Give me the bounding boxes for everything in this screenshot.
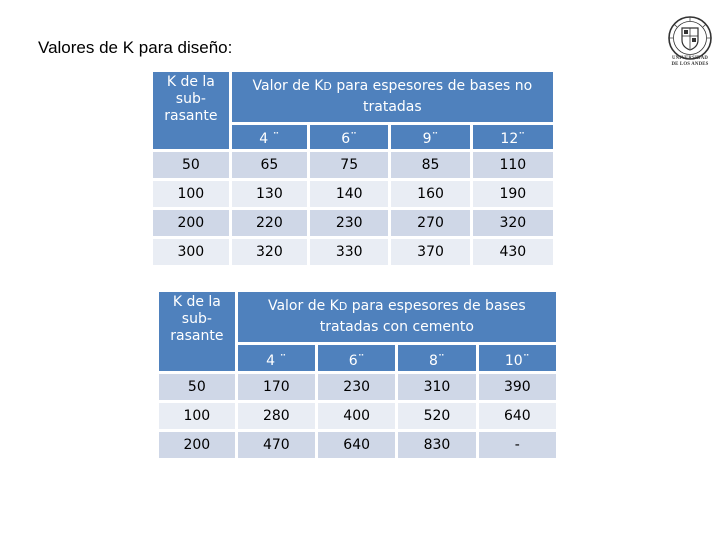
table-cell: 640 <box>479 403 556 429</box>
table-row <box>159 403 556 429</box>
subgrade-k-header: K de la sub-rasante <box>153 72 229 149</box>
table-cell: 270 <box>391 210 469 236</box>
subgrade-k-header-2: K de la sub-rasante <box>159 292 235 371</box>
table-cell: 470 <box>238 432 315 458</box>
column-header: 4 ¨ <box>238 345 315 371</box>
table-row <box>159 432 556 458</box>
table-cell: 65 <box>232 152 307 178</box>
table-cell: 400 <box>318 403 395 429</box>
table-cell: 190 <box>473 181 553 207</box>
table-cell: 320 <box>473 210 553 236</box>
table-cell: 520 <box>398 403 475 429</box>
column-header: 9¨ <box>391 125 469 149</box>
column-header: 6¨ <box>318 345 395 371</box>
table-row <box>159 374 556 400</box>
table-cell: 100 <box>159 403 235 429</box>
table-cell: 370 <box>391 239 469 265</box>
table-cell: 50 <box>153 152 229 178</box>
table-cell: 100 <box>153 181 229 207</box>
table-cell: 280 <box>238 403 315 429</box>
table-cell: 160 <box>391 181 469 207</box>
table-cell: 75 <box>310 152 388 178</box>
table-cell: 200 <box>153 210 229 236</box>
table-cell: 170 <box>238 374 315 400</box>
page-title: Valores de K para diseño: <box>38 38 233 57</box>
logo-line-1: UNIVERSIDAD <box>671 56 709 61</box>
table-row <box>153 152 553 178</box>
table-row <box>153 181 553 207</box>
table-cell: 640 <box>318 432 395 458</box>
table-cell: 50 <box>159 374 235 400</box>
table-row <box>153 239 553 265</box>
column-header: 8¨ <box>398 345 475 371</box>
table-cell: 140 <box>310 181 388 207</box>
kd-header-2: Valor de KD para espesores de bases tratadas con cemento <box>238 292 556 342</box>
table-row <box>153 210 553 236</box>
kd-header: Valor de KD para espesores de bases no tratadas <box>232 72 553 122</box>
table-cell: 230 <box>310 210 388 236</box>
column-header: 10¨ <box>479 345 556 371</box>
kd-table-untreated <box>150 69 556 268</box>
column-header: 6¨ <box>310 125 388 149</box>
table-cell: 390 <box>479 374 556 400</box>
table-cell: 85 <box>391 152 469 178</box>
table-cell: 200 <box>159 432 235 458</box>
table-cell: - <box>479 432 556 458</box>
table-cell: 320 <box>232 239 307 265</box>
table-cell: 310 <box>398 374 475 400</box>
table-cell: 300 <box>153 239 229 265</box>
table-cell: 330 <box>310 239 388 265</box>
table-cell: 130 <box>232 181 307 207</box>
kd-table-cement-treated-body <box>156 289 559 461</box>
column-header: 12¨ <box>473 125 553 149</box>
logo-line-2: DE LOS ANDES <box>671 62 709 67</box>
table-cell: 230 <box>318 374 395 400</box>
table-cell: 430 <box>473 239 553 265</box>
university-logo-text <box>664 56 716 68</box>
column-header: 4 ¨ <box>232 125 307 149</box>
table-cell: 220 <box>232 210 307 236</box>
table-cell: 830 <box>398 432 475 458</box>
table-cell: 110 <box>473 152 553 178</box>
